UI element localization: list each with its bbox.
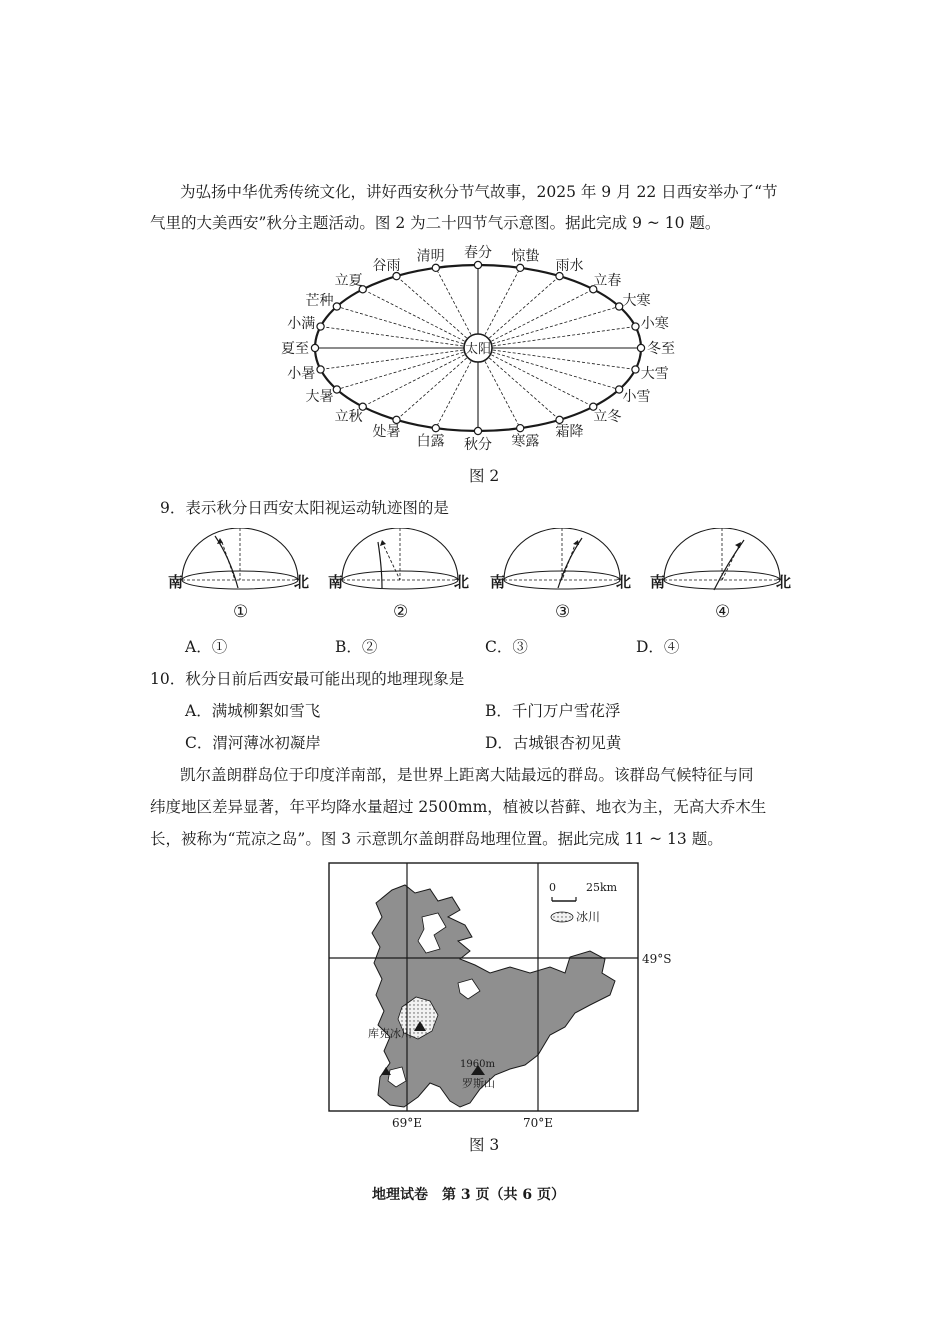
svg-text:北: 北 bbox=[776, 573, 792, 591]
sun-label: 太阳 bbox=[464, 342, 492, 357]
term-label: 小暑 bbox=[287, 365, 316, 382]
term-marker bbox=[632, 323, 639, 330]
q9-option-a: A．① bbox=[185, 638, 228, 656]
term-label: 立夏 bbox=[334, 273, 363, 290]
sun-path-diagram-2 bbox=[328, 528, 469, 622]
term-label: 立春 bbox=[593, 273, 622, 290]
term-spoke bbox=[337, 307, 478, 349]
solar-terms-diagram bbox=[260, 238, 700, 463]
term-marker bbox=[393, 416, 400, 423]
term-marker bbox=[632, 366, 639, 373]
term-label: 立冬 bbox=[593, 408, 622, 425]
term-label: 小寒 bbox=[640, 316, 669, 333]
term-marker bbox=[474, 261, 481, 268]
glacier-legend-label: 冰川 bbox=[576, 910, 601, 924]
term-spoke bbox=[478, 289, 593, 348]
intro-line-1: 为弘扬中华优秀传统文化，讲好西安秋分节气故事，2025 年 9 月 22 日西安举办了“节 bbox=[180, 183, 778, 201]
term-spoke bbox=[478, 348, 619, 390]
scale-label: 25km bbox=[586, 881, 618, 894]
intro2-line-1: 凯尔盖朗群岛位于印度洋南部，是世界上距离大陆最远的群岛。该群岛气候特征与同 bbox=[180, 766, 754, 784]
glacier-legend-symbol bbox=[551, 912, 573, 922]
term-label: 白露 bbox=[416, 433, 445, 450]
page-footer: 地理试卷 第 3 页（共 6 页） bbox=[372, 1187, 565, 1203]
longitude-right: 70°E bbox=[523, 1116, 554, 1130]
term-label: 芒种 bbox=[305, 293, 334, 309]
q10-option-d: D．古城银杏初见黄 bbox=[485, 734, 622, 752]
term-marker bbox=[432, 425, 439, 432]
term-label: 清明 bbox=[416, 248, 445, 265]
term-spoke bbox=[397, 348, 479, 420]
term-label: 小雪 bbox=[622, 389, 651, 405]
term-label: 处暑 bbox=[372, 424, 401, 441]
term-label: 大雪 bbox=[640, 365, 669, 382]
figure-3-caption: 图 3 bbox=[469, 1136, 500, 1154]
term-label: 夏至 bbox=[281, 341, 309, 357]
sun-path-diagram-1 bbox=[168, 528, 309, 622]
latitude-label: 49°S bbox=[642, 952, 672, 966]
term-label: 小满 bbox=[287, 316, 316, 333]
term-label: 雨水 bbox=[555, 257, 584, 274]
question-10-stem: 10．秋分日前后西安最可能出现的地理现象是 bbox=[150, 670, 465, 688]
term-marker bbox=[556, 416, 563, 423]
longitude-left: 69°E bbox=[392, 1116, 423, 1130]
term-spoke bbox=[478, 327, 635, 348]
kerguelen-map bbox=[320, 855, 690, 1135]
term-spoke bbox=[337, 348, 478, 390]
intro2-line-3: 长，被称为“荒凉之岛”。图 3 示意凯尔盖朗群岛地理位置。据此完成 11 ~ 13 题。 bbox=[150, 830, 723, 848]
scale-zero: 0 bbox=[549, 881, 556, 894]
svg-text:③: ③ bbox=[555, 602, 571, 622]
term-spoke bbox=[478, 307, 619, 349]
svg-text:北: 北 bbox=[454, 573, 470, 591]
sun-path-diagrams bbox=[160, 528, 800, 628]
svg-text:北: 北 bbox=[294, 573, 310, 591]
svg-text:南: 南 bbox=[328, 573, 344, 591]
term-label: 霜降 bbox=[555, 424, 584, 441]
figure-2-caption: 图 2 bbox=[469, 467, 500, 485]
glacier-name: 库克冰川 bbox=[368, 1027, 412, 1040]
term-label: 寒露 bbox=[511, 433, 540, 450]
intro-line-2: 气里的大美西安”秋分主题活动。图 2 为二十四节气示意图。据此完成 9 ~ 10 题。 bbox=[150, 214, 721, 232]
term-spoke bbox=[397, 276, 479, 348]
term-spoke bbox=[478, 276, 560, 348]
term-marker bbox=[517, 425, 524, 432]
term-label: 惊蛰 bbox=[511, 248, 540, 265]
term-marker bbox=[474, 427, 481, 434]
q10-option-a: A．满城柳絮如雪飞 bbox=[185, 702, 321, 720]
q10-option-b: B．千门万户雪花浮 bbox=[485, 702, 621, 720]
term-spoke bbox=[478, 348, 593, 407]
term-marker bbox=[333, 303, 340, 310]
sun-path-diagram-3 bbox=[490, 528, 631, 622]
svg-text:④: ④ bbox=[715, 602, 731, 622]
term-marker bbox=[317, 323, 324, 330]
svg-text:②: ② bbox=[393, 602, 409, 622]
term-spoke bbox=[478, 348, 560, 420]
intro2-line-2: 纬度地区差异显著，年平均降水量超过 2500mm，植被以苔藓、地衣为主，无高大乔木生 bbox=[150, 798, 767, 816]
term-spoke bbox=[363, 348, 478, 407]
term-label: 大寒 bbox=[622, 293, 651, 309]
sun-path-diagram-4 bbox=[650, 528, 791, 622]
elevation-label: 1960m bbox=[460, 1059, 495, 1070]
svg-text:南: 南 bbox=[650, 573, 666, 591]
q9-option-b: B．② bbox=[335, 638, 378, 656]
term-marker bbox=[333, 386, 340, 393]
svg-text:南: 南 bbox=[490, 573, 506, 591]
term-spoke bbox=[478, 348, 635, 369]
term-label: 大暑 bbox=[305, 389, 334, 405]
q9-option-c: C．③ bbox=[485, 638, 528, 656]
term-label: 秋分 bbox=[464, 437, 492, 453]
svg-text:南: 南 bbox=[168, 573, 184, 591]
question-9-stem: 9．表示秋分日西安太阳视运动轨迹图的是 bbox=[160, 499, 449, 517]
term-label: 谷雨 bbox=[372, 257, 401, 274]
term-label: 春分 bbox=[464, 245, 492, 261]
term-marker bbox=[432, 264, 439, 271]
q9-option-d: D．④ bbox=[636, 638, 680, 656]
term-label: 立秋 bbox=[334, 408, 363, 425]
term-marker bbox=[311, 344, 318, 351]
term-marker bbox=[317, 366, 324, 373]
term-spoke bbox=[321, 327, 478, 348]
term-spoke bbox=[321, 348, 478, 369]
term-marker bbox=[637, 344, 644, 351]
svg-text:北: 北 bbox=[616, 573, 632, 591]
term-spoke bbox=[363, 289, 478, 348]
q10-option-c: C．渭河薄冰初凝岸 bbox=[185, 734, 321, 752]
svg-text:①: ① bbox=[233, 602, 249, 622]
mountain-name: 罗斯山 bbox=[462, 1077, 495, 1090]
term-label: 冬至 bbox=[647, 341, 675, 357]
term-marker bbox=[517, 264, 524, 271]
